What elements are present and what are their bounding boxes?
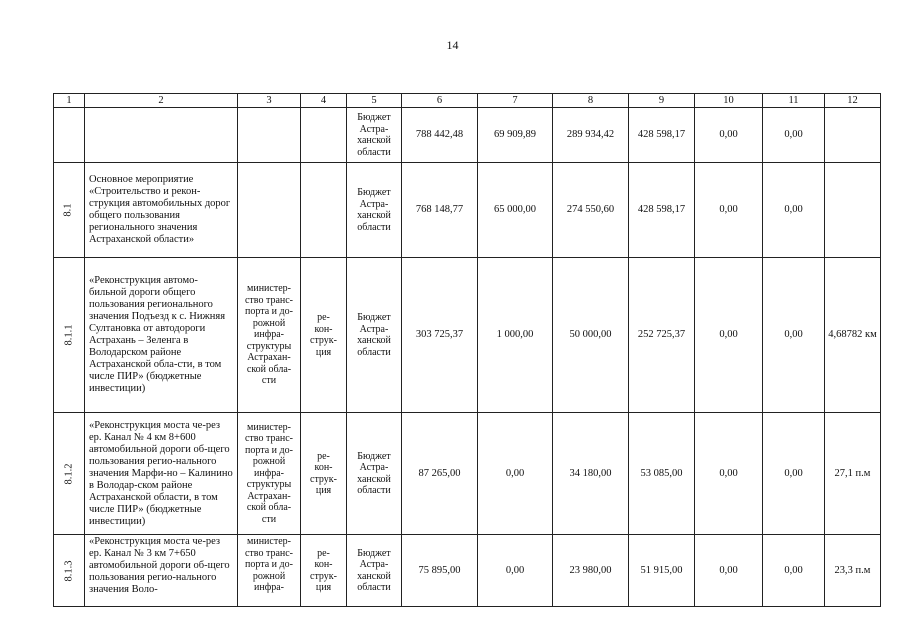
row-col12: 23,3 п.м: [825, 535, 881, 607]
row-col7: 65 000,00: [478, 163, 553, 258]
column-header: 5: [347, 94, 402, 108]
row-col8: 274 550,60: [553, 163, 629, 258]
column-header: 7: [478, 94, 553, 108]
row-col10: 0,00: [695, 258, 763, 413]
row-col8: 23 980,00: [553, 535, 629, 607]
row-executor: министер- ство транс- порта и до- рожной инфра-: [238, 535, 301, 607]
column-header: 4: [301, 94, 347, 108]
row-source: Бюджет Астра- ханской области: [347, 535, 402, 607]
page-number: 14: [446, 38, 459, 52]
row-col9: 428 598,17: [629, 108, 695, 163]
table-row: [54, 413, 881, 535]
row-col12: 4,68782 км: [825, 258, 881, 413]
row-type: ре- кон- струк- ция: [301, 258, 347, 413]
row-code: [54, 108, 85, 163]
column-header: 1: [54, 94, 85, 108]
row-col11: 0,00: [763, 108, 825, 163]
row-executor: министер- ство транс- порта и до- рожной инфра- структуры Астрахан- ской обла- сти: [238, 258, 301, 413]
row-col6: 768 148,77: [402, 163, 478, 258]
column-header: 11: [763, 94, 825, 108]
row-type: ре- кон- струк- ция: [301, 413, 347, 535]
row-col6: 303 725,37: [402, 258, 478, 413]
row-col10: 0,00: [695, 163, 763, 258]
row-name: «Реконструкция автомо-бильной дороги общего пользования регионального значения Подъезд к с. Нижняя Султановка от автодороги Астрахань – Зеленга в Володарском районе Астраханской обла-сти, в том числе ПИР» (бюджетные инвестиции): [85, 258, 238, 413]
row-name: «Реконструкция моста че-рез ер. Канал № 4 км 8+600 автомобильной дороги об-щего пользования регио-нального значения Марфи-но – Калинино в Володар-ском районе Астраханской области, в том числе ПИР» (бюджетные инвестиции): [85, 413, 238, 535]
table-row: [54, 163, 881, 258]
row-col11: 0,00: [763, 535, 825, 607]
row-col11: 0,00: [763, 163, 825, 258]
row-col8: 50 000,00: [553, 258, 629, 413]
table-row: [54, 258, 881, 413]
row-col8: 34 180,00: [553, 413, 629, 535]
column-header: 6: [402, 94, 478, 108]
row-col6: 788 442,48: [402, 108, 478, 163]
header-row: [54, 94, 881, 108]
row-col9: 53 085,00: [629, 413, 695, 535]
row-col8: 289 934,42: [553, 108, 629, 163]
row-col12: 27,1 п.м: [825, 413, 881, 535]
row-name: «Реконструкция моста че-рез ер. Канал № 3 км 7+650 автомобильной дороги об-щего пользования регио-нального значения Воло-: [85, 535, 238, 607]
row-code: 8.1.1: [54, 258, 85, 413]
row-executor: министер- ство транс- порта и до- рожной инфра- структуры Астрахан- ской обла- сти: [238, 413, 301, 535]
column-header: 9: [629, 94, 695, 108]
row-col9: 252 725,37: [629, 258, 695, 413]
row-col7: 69 909,89: [478, 108, 553, 163]
row-code: 8.1.2: [54, 413, 85, 535]
row-col11: 0,00: [763, 258, 825, 413]
column-header: 8: [553, 94, 629, 108]
program-table: [53, 93, 881, 607]
column-header: 3: [238, 94, 301, 108]
row-col9: 51 915,00: [629, 535, 695, 607]
row-col12: [825, 163, 881, 258]
row-col12: [825, 108, 881, 163]
row-col10: 0,00: [695, 108, 763, 163]
row-col10: 0,00: [695, 535, 763, 607]
row-col11: 0,00: [763, 413, 825, 535]
row-col6: 75 895,00: [402, 535, 478, 607]
row-source: Бюджет Астра- ханской области: [347, 258, 402, 413]
row-executor: [238, 108, 301, 163]
column-header: 2: [85, 94, 238, 108]
row-type: [301, 108, 347, 163]
table-row: [54, 108, 881, 163]
column-header: 12: [825, 94, 881, 108]
row-code: 8.1.3: [54, 535, 85, 607]
column-header: 10: [695, 94, 763, 108]
row-type: [301, 163, 347, 258]
row-source: Бюджет Астра- ханской области: [347, 413, 402, 535]
row-name: Основное мероприятие «Строительство и рекон-струкция автомобильных дорог общего пользования регионального значения Астраханской области»: [85, 163, 238, 258]
table-row: [54, 535, 881, 607]
row-code: 8.1: [54, 163, 85, 258]
row-col9: 428 598,17: [629, 163, 695, 258]
row-source: Бюджет Астра- ханской области: [347, 163, 402, 258]
row-col7: 0,00: [478, 535, 553, 607]
row-source: Бюджет Астра- ханской области: [347, 108, 402, 163]
row-col6: 87 265,00: [402, 413, 478, 535]
row-col10: 0,00: [695, 413, 763, 535]
row-col7: 1 000,00: [478, 258, 553, 413]
row-executor: [238, 163, 301, 258]
row-name: [85, 108, 238, 163]
row-type: ре- кон- струк- ция: [301, 535, 347, 607]
row-col7: 0,00: [478, 413, 553, 535]
